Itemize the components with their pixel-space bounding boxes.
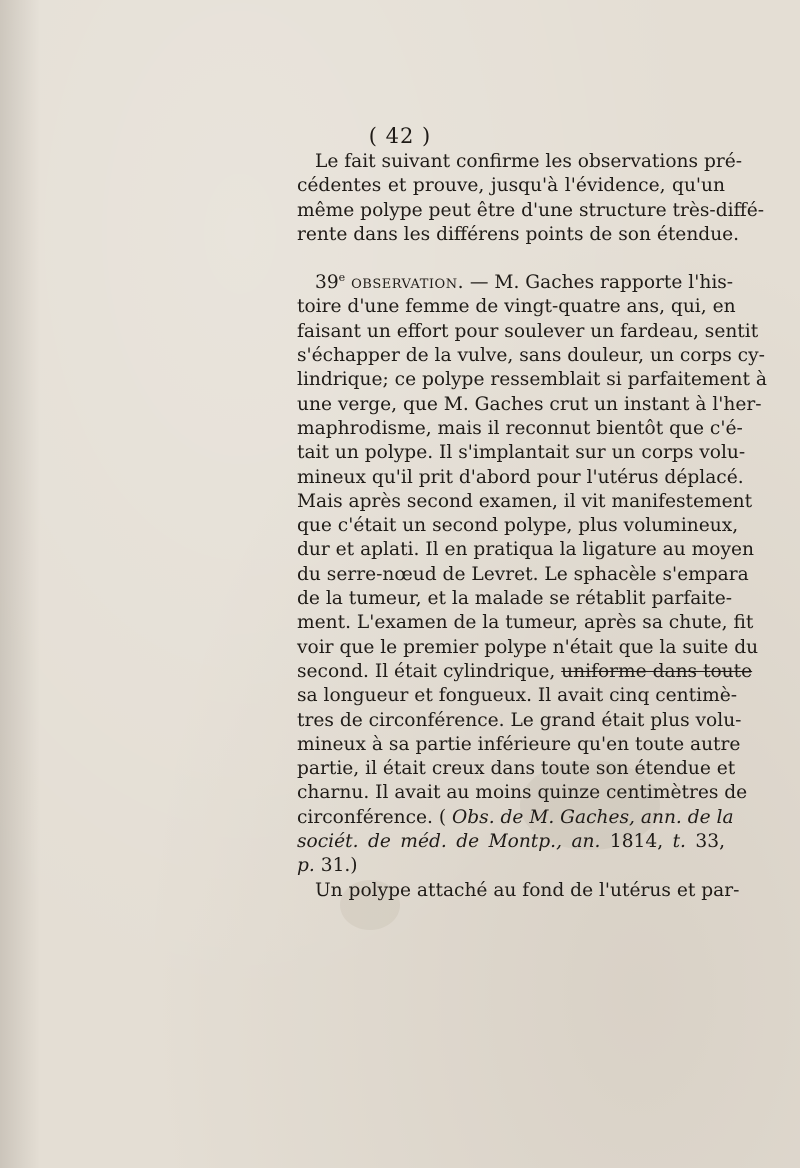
text-line: sa longueur et fongueux. Il avait cinq centimè- [297, 685, 737, 707]
citation-year: 1814, [600, 831, 673, 853]
page-number: ( 42 ) [368, 124, 432, 148]
citation-line [297, 806, 734, 830]
text-line: même polype peut être d'une structure très-diffé- [297, 199, 765, 221]
text-line: que c'était un second polype, plus volumineux, [297, 515, 739, 537]
text-line: tait un polype. Il s'implantait sur un corps volu- [297, 442, 746, 464]
citation-tome: 33, [685, 831, 725, 853]
citation-tome-label: t. [672, 831, 686, 853]
citation-page: 31.) [314, 855, 358, 877]
text-line: Un polype attaché au fond de l'utérus et par- [315, 879, 740, 901]
observation-number: 39 [315, 272, 339, 294]
text-line: faisant un effort pour soulever un fardeau, sentit [297, 320, 759, 342]
text-line: voir que le premier polype n'était que la suite du [297, 636, 759, 658]
text-line: Le fait suivant confirme les observations pré- [315, 151, 743, 172]
binding-shadow [0, 0, 40, 1168]
citation-italic: Obs. de M. Gaches, ann. de la [452, 806, 734, 828]
text-line: lindrique; ce polype ressemblait si parfaitement à [297, 369, 767, 391]
citation-line [297, 854, 725, 878]
citation-line [297, 830, 725, 854]
text-line: rente dans les différens points de son étendue. [297, 223, 740, 245]
text-line: toire d'une femme de vingt-quatre ans, qui, en [297, 296, 736, 318]
text-line: de la tumeur, et la malade se rétablit parfaite- [297, 588, 733, 610]
text-line: partie, il était creux dans toute son étendue et [297, 758, 736, 780]
text-line: mineux qu'il prit d'abord pour l'utérus déplacé. [297, 466, 744, 488]
text-fragment: second. Il était cylindrique, [297, 660, 562, 682]
observation-heading: observation. [351, 272, 464, 294]
text-line: Mais après second examen, il vit manifestement [297, 490, 753, 512]
text-line: tres de circonférence. Le grand était plus volu- [297, 709, 742, 731]
body-text [297, 150, 767, 903]
text-line: charnu. Il avait au moins quinze centimètres de [297, 782, 748, 804]
text-line: une verge, que M. Gaches crut un instant à l'her- [297, 393, 762, 415]
text-line: du serre-nœud de Levret. Le sphacèle s'empara [297, 563, 749, 585]
text-fragment: circonférence. ( [297, 806, 452, 828]
observation-heading-line [297, 271, 734, 295]
observation-number-suffix: e [338, 271, 346, 284]
citation-italic: sociét. de méd. de Montp., an. [297, 831, 601, 853]
text-line: dur et aplati. Il en pratiqua la ligature au moyen [297, 539, 754, 561]
text-line: cédentes et prouve, jusqu'à l'évidence, qu'un [297, 175, 725, 197]
text-line [297, 660, 753, 684]
observation-lead-text: — M. Gaches rapporte l'his- [463, 272, 734, 294]
text-line: ment. L'examen de la tumeur, après sa chute, fit [297, 612, 754, 634]
text-line: mineux à sa partie inférieure qu'en toute autre [297, 733, 741, 755]
citation-page-label: p. [297, 855, 315, 877]
struck-text: uniforme dans toute [561, 660, 753, 682]
text-line: s'échapper de la vulve, sans douleur, un corps cy- [297, 345, 765, 367]
text-line: maphrodisme, mais il reconnut bientôt que c'é- [297, 417, 743, 439]
